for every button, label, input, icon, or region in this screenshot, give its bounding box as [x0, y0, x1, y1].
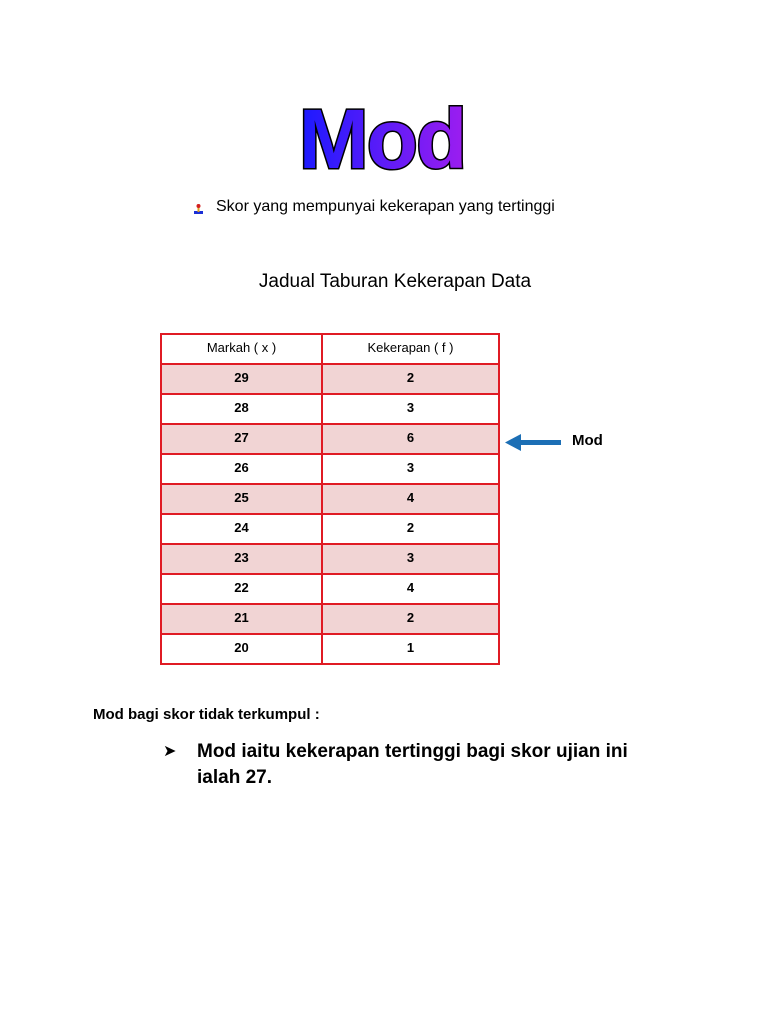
cell-kekerapan: 6 — [322, 424, 499, 454]
table-row — [161, 454, 499, 484]
left-arrow-icon — [505, 432, 563, 459]
cell-markah: 27 — [161, 424, 322, 454]
column-header-kekerapan: Kekerapan ( f ) — [322, 334, 499, 364]
cell-markah: 26 — [161, 454, 322, 484]
cell-markah: 22 — [161, 574, 322, 604]
table-row — [161, 394, 499, 424]
cell-kekerapan: 4 — [322, 484, 499, 514]
cell-kekerapan: 2 — [322, 604, 499, 634]
table-row — [161, 514, 499, 544]
cell-markah: 24 — [161, 514, 322, 544]
table-row — [161, 424, 499, 454]
cell-markah: 29 — [161, 364, 322, 394]
cell-markah: 25 — [161, 484, 322, 514]
arrow-bullet-icon: ➤ — [163, 743, 177, 760]
table-row — [161, 574, 499, 604]
pin-bullet-icon — [193, 202, 204, 213]
page-title — [0, 96, 768, 186]
table-row — [161, 604, 499, 634]
definition-text: Skor yang mempunyai kekerapan yang tertinggi — [216, 198, 555, 215]
subheading: Mod bagi skor tidak terkumpul : — [93, 706, 320, 723]
cell-markah: 28 — [161, 394, 322, 424]
mod-pointer-label: Mod — [572, 432, 603, 449]
cell-kekerapan: 3 — [322, 544, 499, 574]
cell-markah: 21 — [161, 604, 322, 634]
cell-kekerapan: 2 — [322, 514, 499, 544]
cell-markah: 20 — [161, 634, 322, 664]
cell-kekerapan: 1 — [322, 634, 499, 664]
conclusion-text: Mod iaitu kekerapan tertinggi bagi skor ujian ini ialah 27. — [197, 741, 628, 788]
table-row — [161, 364, 499, 394]
cell-kekerapan: 2 — [322, 364, 499, 394]
cell-kekerapan: 3 — [322, 394, 499, 424]
table-row — [161, 634, 499, 664]
table-row — [161, 544, 499, 574]
table-row — [161, 484, 499, 514]
column-header-markah: Markah ( x ) — [161, 334, 322, 364]
cell-kekerapan: 3 — [322, 454, 499, 484]
cell-kekerapan: 4 — [322, 574, 499, 604]
conclusion-bullet — [163, 739, 653, 791]
page-title-text: Mod — [298, 96, 466, 186]
definition-bullet — [193, 198, 555, 216]
cell-markah: 23 — [161, 544, 322, 574]
frequency-table — [160, 333, 500, 665]
table-header-row — [161, 334, 499, 364]
table-title: Jadual Taburan Kekerapan Data — [258, 271, 532, 292]
